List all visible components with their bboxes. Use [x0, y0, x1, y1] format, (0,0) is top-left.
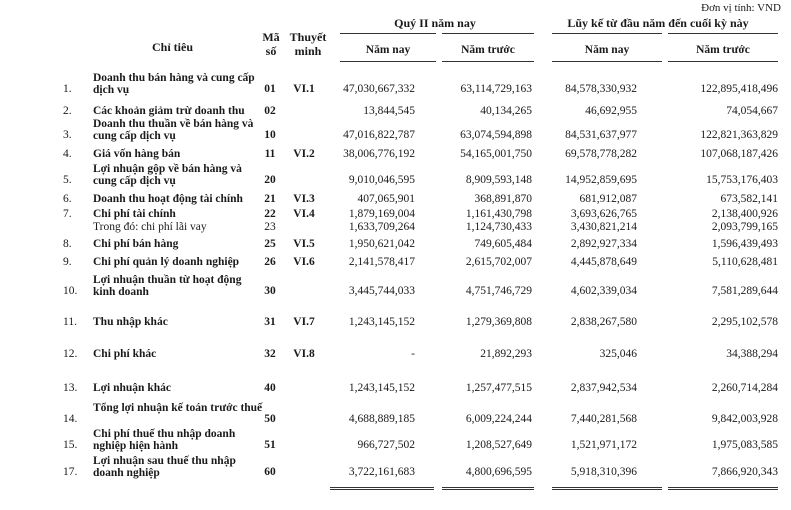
value-ytd-previous: 673,582,141	[720, 193, 778, 205]
value-quarter-current: 1,243,145,152	[348, 316, 415, 328]
value-quarter-current: 38,006,776,192	[343, 148, 415, 160]
value-ytd-current: 84,531,637,977	[565, 129, 637, 141]
row-code: 11	[264, 148, 276, 160]
header-underline-y-cur	[552, 33, 662, 34]
value-quarter-previous: 1,208,527,649	[465, 439, 532, 451]
row-note: VI.1	[293, 83, 315, 95]
row-label: Chi phí khác	[93, 348, 157, 360]
row-note: VI.5	[293, 238, 315, 250]
header-chi-tieu: Chỉ tiêu	[152, 40, 194, 54]
row-note: VI.2	[293, 148, 315, 160]
header-underline-q-cur	[340, 33, 436, 34]
row-number: 3.	[63, 129, 72, 141]
value-ytd-current: 46,692,955	[585, 105, 637, 117]
header-bottom-q-prev	[442, 61, 534, 62]
row-label: Doanh thu thuần về bán hàng và cung cấp dịch vụ	[93, 118, 254, 142]
header-underline-y-prev	[668, 33, 778, 34]
value-ytd-previous: 2,093,799,165	[711, 221, 778, 233]
value-ytd-previous: 9,842,003,928	[711, 413, 778, 425]
row-note: VI.8	[293, 348, 315, 360]
row-label: Doanh thu bán hàng và cung cấp dịch vụ	[93, 72, 255, 96]
value-ytd-current: 681,912,087	[579, 193, 637, 205]
value-ytd-current: 325,046	[599, 348, 637, 360]
value-quarter-previous: 21,892,293	[480, 348, 532, 360]
header-bottom-y-cur	[552, 61, 662, 62]
value-ytd-current: 69,578,778,282	[565, 148, 637, 160]
value-quarter-previous: 63,114,729,163	[460, 83, 532, 95]
value-quarter-previous: 54,165,001,750	[460, 148, 532, 160]
value-ytd-previous: 5,110,628,481	[712, 256, 778, 268]
row-label: Giá vốn hàng bán	[93, 148, 181, 160]
row-label: Tổng lợi nhuận kế toán trước thuế	[93, 402, 263, 414]
header-y-nam-truoc: Năm trước	[696, 44, 750, 56]
header-bottom-q-cur	[340, 61, 436, 62]
row-number: 15.	[63, 439, 78, 451]
row-code: 22	[264, 208, 276, 220]
value-quarter-current: 1,950,621,042	[348, 238, 415, 250]
value-ytd-previous: 15,753,176,403	[706, 174, 778, 186]
value-ytd-current: 3,430,821,214	[570, 221, 637, 233]
row-note: VI.3	[293, 193, 315, 205]
row-code: 25	[264, 238, 276, 250]
row-note: VI.4	[293, 208, 315, 220]
value-quarter-current: 3,722,161,683	[348, 466, 415, 478]
value-quarter-previous: 2,615,702,007	[465, 256, 532, 268]
row-code: 31	[264, 316, 276, 328]
row-number: 2.	[63, 105, 72, 117]
header-thuyet-minh: Thuyết minh	[289, 30, 327, 58]
row-number: 1.	[63, 83, 72, 95]
unit-label: Đơn vị tính: VND	[701, 2, 781, 14]
value-quarter-current: 1,243,145,152	[348, 382, 415, 394]
row-code: 40	[264, 382, 276, 394]
row-number: 7.	[63, 208, 72, 220]
row-note: VI.7	[293, 316, 315, 328]
header-y-nam-nay: Năm nay	[584, 44, 630, 56]
row-number: 6.	[63, 193, 72, 205]
header-quarter-group: Quý II năm nay	[394, 16, 476, 30]
value-quarter-current: 47,016,822,787	[343, 129, 415, 141]
row-code: 51	[264, 439, 276, 451]
value-ytd-previous: 1,975,083,585	[711, 439, 778, 451]
value-ytd-previous: 122,821,363,829	[700, 129, 778, 141]
value-ytd-previous: 122,895,418,496	[700, 83, 778, 95]
value-ytd-current: 7,440,281,568	[570, 413, 637, 425]
row-label: Chi phí tài chính	[93, 208, 176, 220]
value-quarter-previous: 1,257,477,515	[465, 382, 532, 394]
header-q-nam-nay: Năm nay	[365, 44, 411, 56]
row-label: Lợi nhuận gộp về bán hàng và cung cấp dịch vụ	[93, 163, 242, 187]
row-code: 23	[264, 221, 276, 233]
value-ytd-current: 4,602,339,034	[570, 285, 637, 297]
value-quarter-previous: 63,074,594,898	[460, 129, 532, 141]
row-code: 26	[264, 256, 276, 268]
value-quarter-current: 9,010,046,595	[348, 174, 415, 186]
value-quarter-previous: 1,124,730,433	[465, 221, 532, 233]
total-double-underline-q-prev	[442, 487, 534, 490]
value-quarter-current: 1,633,709,264	[348, 221, 415, 233]
value-quarter-previous: 1,279,369,808	[465, 316, 532, 328]
header-q-nam-truoc: Năm trước	[461, 44, 515, 56]
value-ytd-current: 2,892,927,334	[570, 238, 637, 250]
value-ytd-current: 84,578,330,932	[565, 83, 637, 95]
value-ytd-previous: 7,581,289,644	[711, 285, 778, 297]
total-double-underline-q-cur	[330, 487, 434, 490]
value-quarter-current: 13,844,545	[363, 105, 415, 117]
row-number: 9.	[63, 256, 72, 268]
value-ytd-current: 3,693,626,765	[570, 208, 637, 220]
value-ytd-previous: 7,866,920,343	[711, 466, 778, 478]
value-ytd-current: 2,838,267,580	[570, 316, 637, 328]
row-code: 02	[264, 105, 276, 117]
header-bottom-y-prev	[668, 61, 778, 62]
row-code: 60	[264, 466, 276, 478]
value-quarter-current: 1,879,169,004	[348, 208, 415, 220]
row-number: 10.	[63, 285, 78, 297]
value-ytd-previous: 1,596,439,493	[711, 238, 778, 250]
row-number: 8.	[63, 238, 72, 250]
row-code: 01	[264, 83, 276, 95]
value-ytd-current: 14,952,859,695	[565, 174, 637, 186]
row-code: 20	[264, 174, 276, 186]
value-ytd-previous: 2,138,400,926	[711, 208, 778, 220]
row-number: 14.	[63, 413, 78, 425]
value-ytd-previous: 2,260,714,284	[711, 382, 778, 394]
value-quarter-previous: 4,800,696,595	[465, 466, 532, 478]
value-quarter-previous: 6,009,224,244	[465, 413, 532, 425]
value-quarter-current: -	[411, 348, 415, 360]
row-number: 5.	[63, 174, 72, 186]
row-number: 17.	[63, 466, 78, 478]
row-label: Lợi nhuận sau thuế thu nhập doanh nghiệp	[93, 455, 236, 479]
row-label: Chi phí bán hàng	[93, 238, 179, 250]
row-label: Lợi nhuận thuần từ hoạt động kinh doanh	[93, 274, 242, 298]
value-quarter-current: 47,030,667,332	[343, 83, 415, 95]
row-number: 4.	[63, 148, 72, 160]
row-note: VI.6	[293, 256, 315, 268]
value-quarter-previous: 8,909,593,148	[465, 174, 532, 186]
row-code: 50	[264, 413, 276, 425]
value-quarter-previous: 4,751,746,729	[465, 285, 532, 297]
row-label: Doanh thu hoạt động tài chính	[93, 193, 243, 205]
row-label: Trong đó: chi phí lãi vay	[93, 221, 207, 233]
value-quarter-current: 2,141,578,417	[348, 256, 415, 268]
row-label: Chi phí quản lý doanh nghiệp	[93, 256, 240, 268]
row-label: Các khoản giảm trừ doanh thu	[93, 105, 245, 117]
value-ytd-current: 4,445,878,649	[570, 256, 637, 268]
value-quarter-current: 3,445,744,033	[348, 285, 415, 297]
total-double-underline-y-cur	[552, 487, 662, 490]
total-double-underline-y-prev	[668, 487, 778, 490]
value-ytd-current: 5,918,310,396	[570, 466, 637, 478]
value-quarter-current: 4,688,889,185	[348, 413, 415, 425]
row-number: 13.	[63, 382, 78, 394]
row-label: Thu nhập khác	[93, 316, 168, 328]
value-ytd-current: 2,837,942,534	[570, 382, 637, 394]
row-code: 10	[264, 129, 276, 141]
value-quarter-previous: 749,605,484	[474, 238, 532, 250]
value-quarter-previous: 1,161,430,798	[465, 208, 532, 220]
row-code: 30	[264, 285, 276, 297]
value-ytd-previous: 34,388,294	[726, 348, 778, 360]
row-number: 11.	[63, 316, 77, 328]
value-ytd-previous: 2,295,102,578	[711, 316, 778, 328]
header-ytd-group: Lũy kế từ đầu năm đến cuối kỳ này	[567, 16, 749, 30]
row-code: 21	[264, 193, 276, 205]
row-label: Chi phí thuế thu nhập doanh nghiệp hiện hành	[93, 428, 236, 452]
value-quarter-current: 966,727,502	[357, 439, 415, 451]
header-underline-q-prev	[442, 33, 534, 34]
header-ma-so: Mã số	[262, 30, 280, 58]
row-label: Lợi nhuận khác	[93, 382, 171, 394]
value-quarter-current: 407,065,901	[357, 193, 415, 205]
value-quarter-previous: 368,891,870	[474, 193, 532, 205]
value-quarter-previous: 40,134,265	[480, 105, 532, 117]
value-ytd-previous: 74,054,667	[726, 105, 778, 117]
row-number: 12.	[63, 348, 78, 360]
value-ytd-current: 1,521,971,172	[570, 439, 637, 451]
value-ytd-previous: 107,068,187,426	[700, 148, 778, 160]
row-code: 32	[264, 348, 276, 360]
